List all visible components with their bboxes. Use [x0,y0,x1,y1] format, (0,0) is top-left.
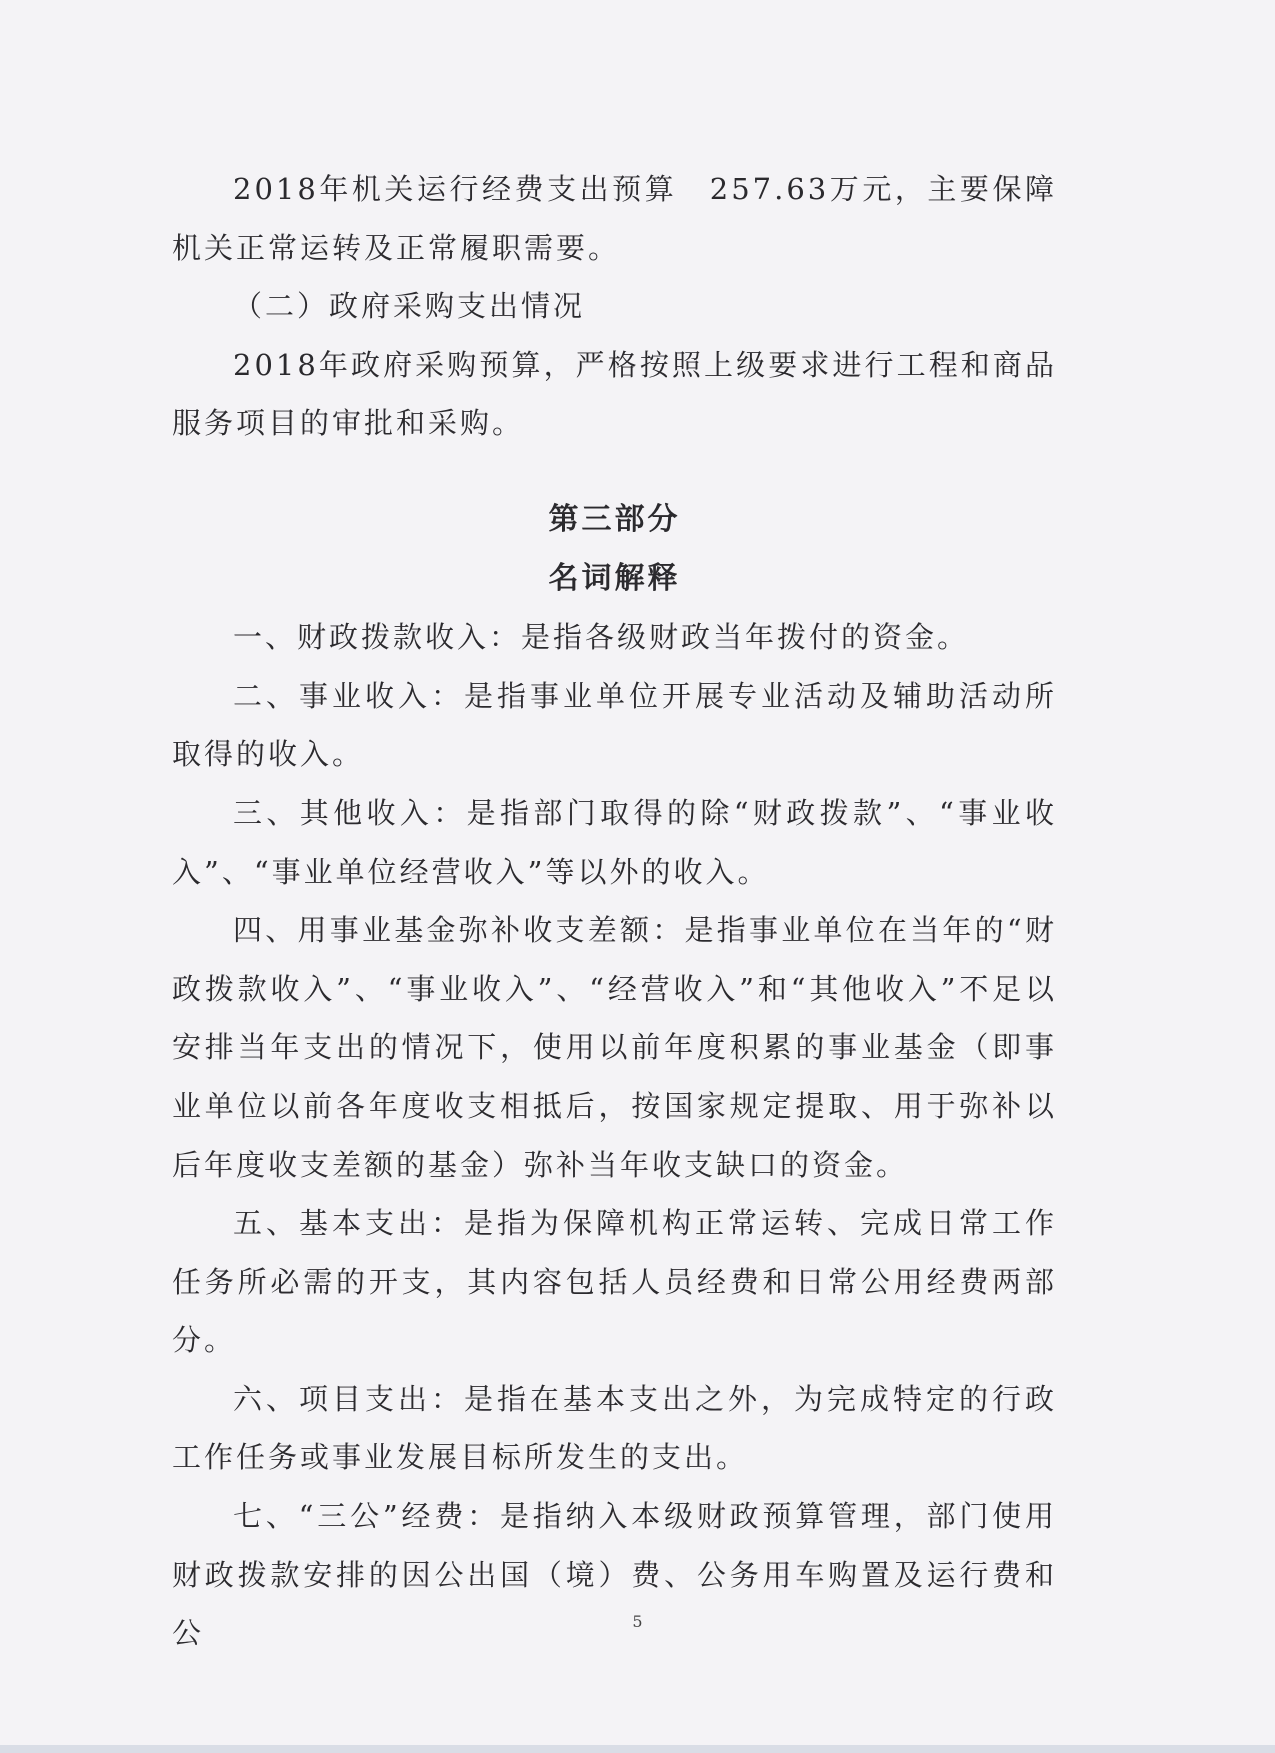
document-body [172,160,1057,1663]
definition-item: 七、“三公”经费：是指纳入本级财政预算管理，部门使用财政拨款安排的因公出国（境）费、公务用车购置及运行费和公 [172,1499,1057,1651]
section-part-heading: 第三部分 [548,501,681,537]
definition-item: 五、基本支出：是指为保障机构正常运转、完成日常工作任务所必需的开支，其内容包括人员经费和日常公用经费两部分。 [172,1206,1057,1358]
definition-item: 六、项目支出：是指在基本支出之外，为完成特定的行政工作任务或事业发展目标所发生的支出。 [172,1381,1057,1475]
definition-item: 四、用事业基金弥补收支差额：是指事业单位在当年的“财政拨款收入”、“事业收入”、“经营收入”和“其他收入”不足以安排当年支出的情况下，使用以前年度积累的事业基金（即事业单位以前各年度收支相抵后，按国家规定提取、用于弥补以后年度收支差额的基金）弥补当年收支缺口的资金。 [172,913,1057,1182]
scan-edge [0,1745,1275,1753]
definition-item: 二、事业收入：是指事业单位开展专业活动及辅助活动所取得的收入。 [172,678,1057,772]
definition-item: 一、财政拨款收入：是指各级财政当年拨付的资金。 [233,620,970,655]
page-number: 5 [632,1612,643,1631]
paragraph-operating-expense: 2018年机关运行经费支出预算 257.63万元，主要保障机关正常运转及正常履职需要。 [172,172,1057,265]
subheading-procurement: （二）政府采购支出情况 [233,289,586,324]
definition-item: 三、其他收入：是指部门取得的除“财政拨款”、“事业收入”、“事业单位经营收入”等以外的收入。 [172,795,1057,889]
section-spacer [172,453,1057,491]
paragraph-procurement: 2018年政府采购预算，严格按照上级要求进行工程和商品服务项目的审批和采购。 [172,347,1057,441]
section-title-heading: 名词解释 [548,560,681,596]
